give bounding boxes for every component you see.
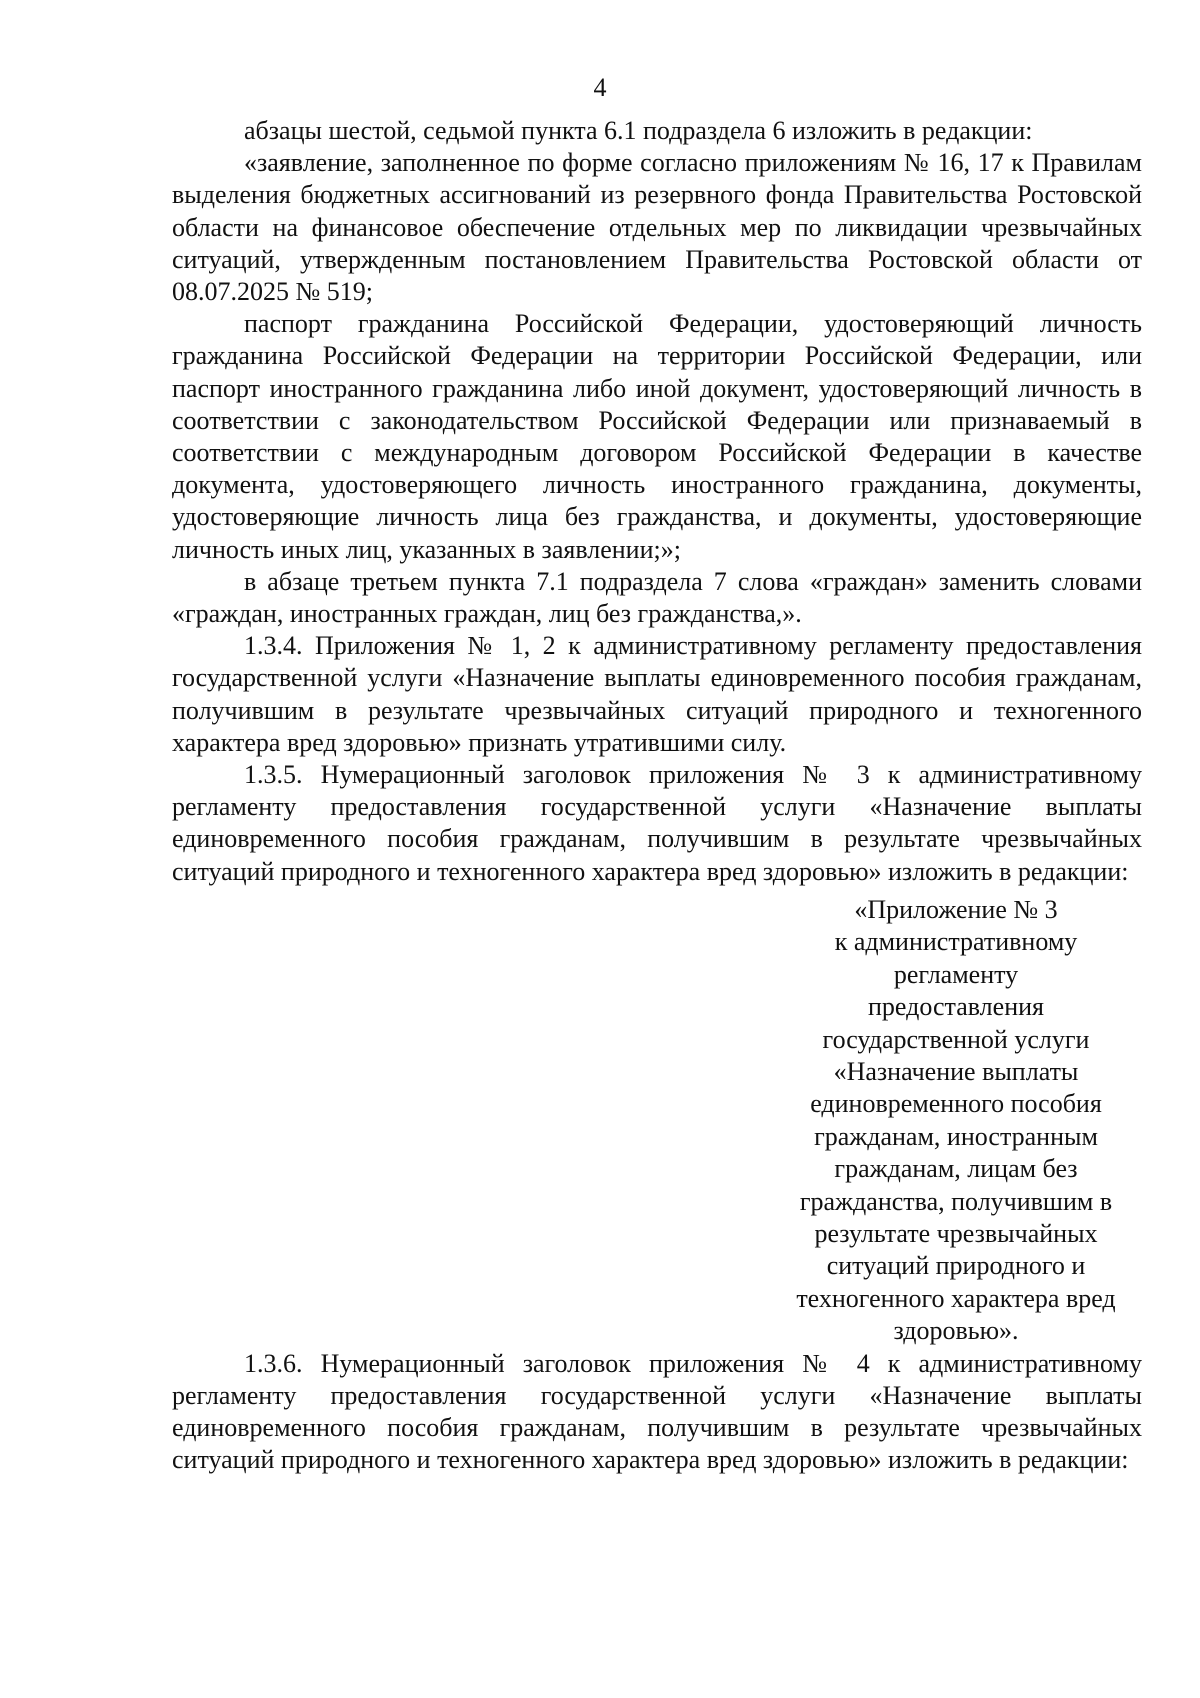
paragraph-passport: паспорт гражданина Российской Федерации, удостоверяющий личность гражданина Российской Федерации на территории Российской Федерации, или паспорт иностранного гражданина либо иной документ, удостоверяющий личность в соответствии с законодательством Российской Федерации или признаваемый в соответствии с международным договором Российской Федерации в качестве документа, удостоверяющего личность иностранного гражданина, документы, удостоверяющие личность лица без гражданства, и документы, удостоверяющие личность иных лиц, указанных в заявлении;»; xyxy=(172,309,1142,564)
paragraph-1-3-6: 1.3.6. Нумерационный заголовок приложения № 4 к административному регламенту предоставления государственной услуги «Назначение выплаты единовременного пособия гражданам, получившим в результате чрезвычайных ситуаций природного и техногенного характера вред здоровью» изложить в редакции: xyxy=(172,1348,1142,1475)
paragraph-amend-6-1: абзацы шестой, седьмой пункта 6.1 подраздела 6 изложить в редакции: xyxy=(244,116,1033,145)
paragraph-1-3-5: 1.3.5. Нумерационный заголовок приложения № 3 к административному регламенту предоставления государственной услуги «Назначение выплаты единовременного пособия гражданам, получившим в результате чрезвычайных ситуаций природного и техногенного характера вред здоровью» изложить в редакции: xyxy=(172,760,1142,886)
paragraph-application-form: «заявление, заполненное по форме согласно приложениям № 16, 17 к Правилам выделения бюджетных ассигнований из резервного фонда Правительства Ростовской области на финансовое обеспечение отдельных мер по ликвидации чрезвычайных ситуаций, утвержденным постановлением Правительства Ростовской области от 08.07.2025 № 519; xyxy=(172,148,1142,307)
paragraph-amend-7-1: в абзаце третьем пункта 7.1 подраздела 7 слова «граждан» заменить словами «граждан, иностранных граждан, лиц без гражданства,». xyxy=(172,566,1142,629)
paragraph-1-3-4: 1.3.4. Приложения № 1, 2 к административному регламенту предоставления государственной услуги «Назначение выплаты единовременного пособия гражданам, получившим в результате чрезвычайных ситуаций природного и техногенного характера вред здоровью» признать утратившими силу. xyxy=(172,631,1142,757)
page-number: 4 xyxy=(593,73,607,102)
document-body xyxy=(172,115,1142,1476)
appendix-3-heading: «Приложение № 3 к административному регламенту предоставления государственной услуги «Назначение выплаты единовременного пособия гражданам, иностранным гражданам, лицам без гражданства, получившим в результате чрезвычайных ситуаций природного и техногенного характера вред здоровью». xyxy=(796,894,1116,1346)
